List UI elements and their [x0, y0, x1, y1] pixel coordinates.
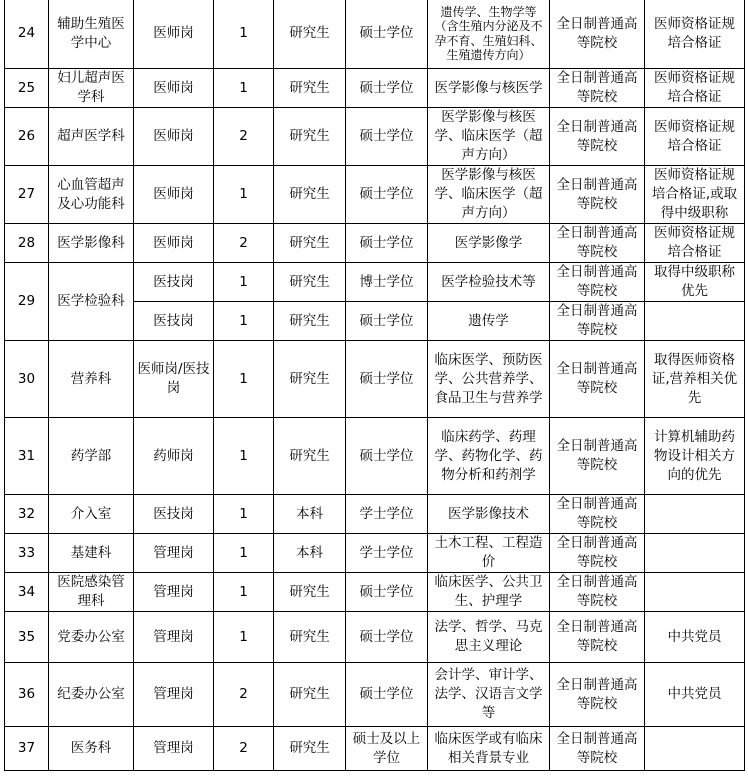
education: 研究生	[274, 418, 346, 495]
row-number: 33	[5, 534, 49, 573]
row-number: 28	[5, 224, 49, 263]
table-row	[5, 418, 745, 495]
row-number: 31	[5, 418, 49, 495]
row-number: 36	[5, 663, 49, 727]
degree: 硕士学位	[346, 224, 428, 263]
education: 研究生	[274, 263, 346, 302]
headcount: 1	[214, 612, 274, 663]
table-row	[5, 69, 745, 108]
table-row	[5, 224, 745, 263]
school-type: 全日制普通高等院校	[550, 534, 645, 573]
post-type: 管理岗	[134, 663, 214, 727]
education: 研究生	[274, 727, 346, 771]
degree: 硕士及以上学位	[346, 727, 428, 771]
headcount: 1	[214, 534, 274, 573]
school-type: 全日制普通高等院校	[550, 341, 645, 418]
row-number: 34	[5, 573, 49, 612]
other-requirements	[645, 302, 745, 341]
table-row	[5, 263, 745, 302]
other-requirements: 医师资格证规培合格证	[645, 0, 745, 69]
degree: 硕士学位	[346, 573, 428, 612]
department: 心血管超声及心功能科	[49, 166, 134, 224]
other-requirements	[645, 534, 745, 573]
degree: 硕士学位	[346, 341, 428, 418]
degree: 学士学位	[346, 495, 428, 534]
department: 营养科	[49, 341, 134, 418]
department: 医务科	[49, 727, 134, 771]
row-number: 32	[5, 495, 49, 534]
recruitment-table	[4, 0, 745, 771]
major: 法学、哲学、马克思主义理论	[428, 612, 550, 663]
table-row	[5, 166, 745, 224]
major: 医学检验技术等	[428, 263, 550, 302]
degree: 硕士学位	[346, 166, 428, 224]
table-row	[5, 0, 745, 69]
other-requirements	[645, 573, 745, 612]
school-type: 全日制普通高等院校	[550, 727, 645, 771]
school-type: 全日制普通高等院校	[550, 224, 645, 263]
school-type: 全日制普通高等院校	[550, 573, 645, 612]
headcount: 1	[214, 418, 274, 495]
other-requirements: 医师资格证规培合格证,或取得中级职称	[645, 166, 745, 224]
school-type: 全日制普通高等院校	[550, 69, 645, 108]
post-type: 药师岗	[134, 418, 214, 495]
department: 基建科	[49, 534, 134, 573]
row-number: 37	[5, 727, 49, 771]
other-requirements: 医师资格证规培合格证	[645, 224, 745, 263]
post-type: 医师岗	[134, 224, 214, 263]
education: 研究生	[274, 341, 346, 418]
headcount: 1	[214, 341, 274, 418]
post-type: 医师岗	[134, 69, 214, 108]
school-type: 全日制普通高等院校	[550, 663, 645, 727]
school-type: 全日制普通高等院校	[550, 108, 645, 166]
major: 临床医学或有临床相关背景专业	[428, 727, 550, 771]
other-requirements: 中共党员	[645, 612, 745, 663]
post-type: 管理岗	[134, 573, 214, 612]
education: 本科	[274, 495, 346, 534]
headcount: 1	[214, 495, 274, 534]
education: 研究生	[274, 573, 346, 612]
department: 纪委办公室	[49, 663, 134, 727]
major: 医学影像与核医学	[428, 69, 550, 108]
education: 本科	[274, 534, 346, 573]
department: 党委办公室	[49, 612, 134, 663]
major: 土木工程、工程造价	[428, 534, 550, 573]
headcount: 2	[214, 224, 274, 263]
education: 研究生	[274, 612, 346, 663]
department: 介入室	[49, 495, 134, 534]
post-type: 医技岗	[134, 302, 214, 341]
education: 研究生	[274, 108, 346, 166]
department: 超声医学科	[49, 108, 134, 166]
post-type: 管理岗	[134, 727, 214, 771]
post-type: 医师岗	[134, 166, 214, 224]
other-requirements: 中共党员	[645, 663, 745, 727]
row-number: 27	[5, 166, 49, 224]
table-row	[5, 612, 745, 663]
education: 研究生	[274, 224, 346, 263]
post-type: 医师岗/医技岗	[134, 341, 214, 418]
major: 临床医学、预防医学、公共营养学、食品卫生与营养学	[428, 341, 550, 418]
major: 遗传学	[428, 302, 550, 341]
headcount: 1	[214, 573, 274, 612]
headcount: 1	[214, 69, 274, 108]
row-number: 24	[5, 0, 49, 69]
other-requirements: 取得中级职称优先	[645, 263, 745, 302]
education: 研究生	[274, 0, 346, 69]
degree: 硕士学位	[346, 108, 428, 166]
headcount: 2	[214, 108, 274, 166]
row-number: 35	[5, 612, 49, 663]
headcount: 1	[214, 0, 274, 69]
degree: 硕士学位	[346, 418, 428, 495]
department: 妇儿超声医学科	[49, 69, 134, 108]
major: 医学影像与核医学、临床医学（超声方向）	[428, 166, 550, 224]
degree: 硕士学位	[346, 612, 428, 663]
school-type: 全日制普通高等院校	[550, 302, 645, 341]
school-type: 全日制普通高等院校	[550, 612, 645, 663]
other-requirements: 计算机辅助药物设计相关方向的优先	[645, 418, 745, 495]
row-number: 26	[5, 108, 49, 166]
major: 遗传学、生物学等（含生殖内分泌及不孕不育、生殖妇科、生殖遗传方向）	[428, 0, 550, 69]
table-row	[5, 663, 745, 727]
degree: 学士学位	[346, 534, 428, 573]
school-type: 全日制普通高等院校	[550, 263, 645, 302]
major: 医学影像与核医学、临床医学（超声方向）	[428, 108, 550, 166]
post-type: 医技岗	[134, 263, 214, 302]
other-requirements	[645, 495, 745, 534]
table-row	[5, 727, 745, 771]
post-type: 管理岗	[134, 612, 214, 663]
headcount: 1	[214, 302, 274, 341]
other-requirements	[645, 727, 745, 771]
department: 医院感染管理科	[49, 573, 134, 612]
major: 会计学、审计学、法学、汉语言文学等	[428, 663, 550, 727]
row-number: 29	[5, 263, 49, 341]
table-row	[5, 341, 745, 418]
school-type: 全日制普通高等院校	[550, 495, 645, 534]
row-number: 25	[5, 69, 49, 108]
post-type: 管理岗	[134, 534, 214, 573]
department: 医学检验科	[49, 263, 134, 341]
school-type: 全日制普通高等院校	[550, 166, 645, 224]
degree: 硕士学位	[346, 0, 428, 69]
department: 药学部	[49, 418, 134, 495]
major: 医学影像学	[428, 224, 550, 263]
headcount: 1	[214, 263, 274, 302]
table-row	[5, 495, 745, 534]
department: 辅助生殖医学中心	[49, 0, 134, 69]
degree: 博士学位	[346, 263, 428, 302]
table-row	[5, 534, 745, 573]
school-type: 全日制普通高等院校	[550, 418, 645, 495]
other-requirements: 医师资格证规培合格证	[645, 69, 745, 108]
post-type: 医师岗	[134, 108, 214, 166]
headcount: 1	[214, 166, 274, 224]
major: 临床医学、公共卫生、护理学	[428, 573, 550, 612]
major: 医学影像技术	[428, 495, 550, 534]
school-type: 全日制普通高等院校	[550, 0, 645, 69]
other-requirements: 医师资格证规培合格证	[645, 108, 745, 166]
table-row	[5, 573, 745, 612]
post-type: 医师岗	[134, 0, 214, 69]
table-row	[5, 108, 745, 166]
education: 研究生	[274, 166, 346, 224]
other-requirements: 取得医师资格证,营养相关优先	[645, 341, 745, 418]
department: 医学影像科	[49, 224, 134, 263]
headcount: 2	[214, 663, 274, 727]
post-type: 医技岗	[134, 495, 214, 534]
education: 研究生	[274, 302, 346, 341]
row-number: 30	[5, 341, 49, 418]
education: 研究生	[274, 69, 346, 108]
degree: 硕士学位	[346, 302, 428, 341]
major: 临床药学、药理学、药物化学、药物分析和药剂学	[428, 418, 550, 495]
headcount: 2	[214, 727, 274, 771]
degree: 硕士学位	[346, 69, 428, 108]
degree: 硕士学位	[346, 663, 428, 727]
education: 研究生	[274, 663, 346, 727]
